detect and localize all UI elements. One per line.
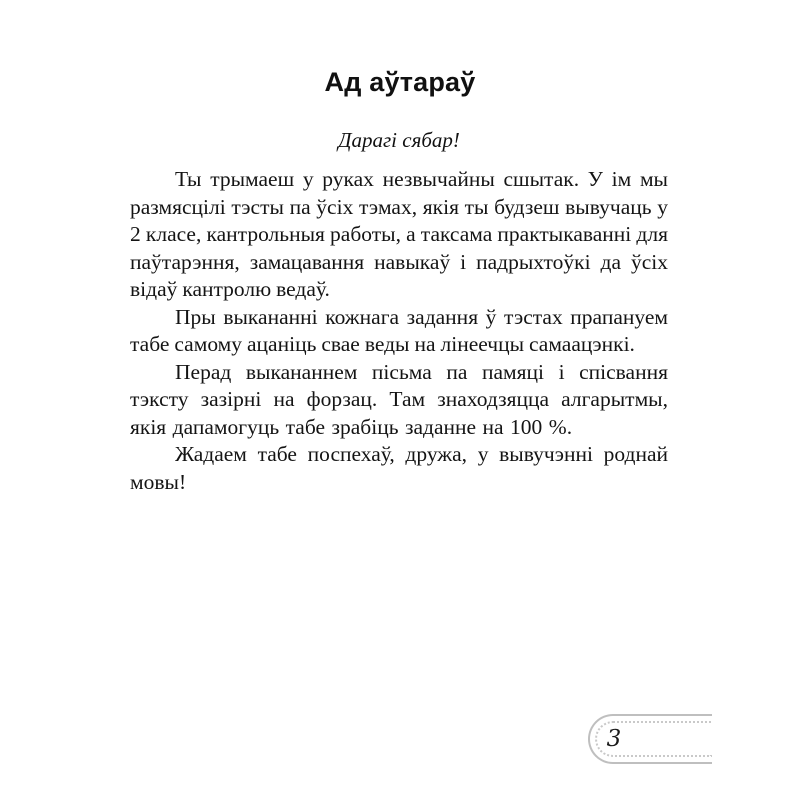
body-text-column [130,128,668,496]
page-number: 3 [606,726,622,752]
salutation: Дарагі сябар! [338,128,460,152]
page-title: Ад аўтараў [324,67,476,98]
paragraph-1: Ты трымаеш у руках незвычайны сшытак. У ім мы размясцілі тэсты па ўсіх тэмах, якія ты будзеш вывучаць у 2 класе, кантрольныя работы, а таксама практыкаванні для паўтарэння, замацавання навыкаў і падрыхтоўкі да ўсіх відаў кантролю ведаў. [130,167,668,301]
paragraph-3: Перад выкананнем пісьма па памяці і спісвання тэксту зазірні на форзац. Там знаходзяцца алгарытмы, якія дапамогуць табе зрабіць заданне на 100 %. [130,359,668,439]
page-number-tab [588,714,712,764]
paragraph-2: Пры выкананні кожнага задання ў тэстах прапануем табе самому ацаніць свае веды на лінеечцы самаацэнкі. [130,304,668,356]
paragraph-4: Жадаем табе поспехаў, дружа, у вывучэнні роднай мовы! [130,442,668,494]
